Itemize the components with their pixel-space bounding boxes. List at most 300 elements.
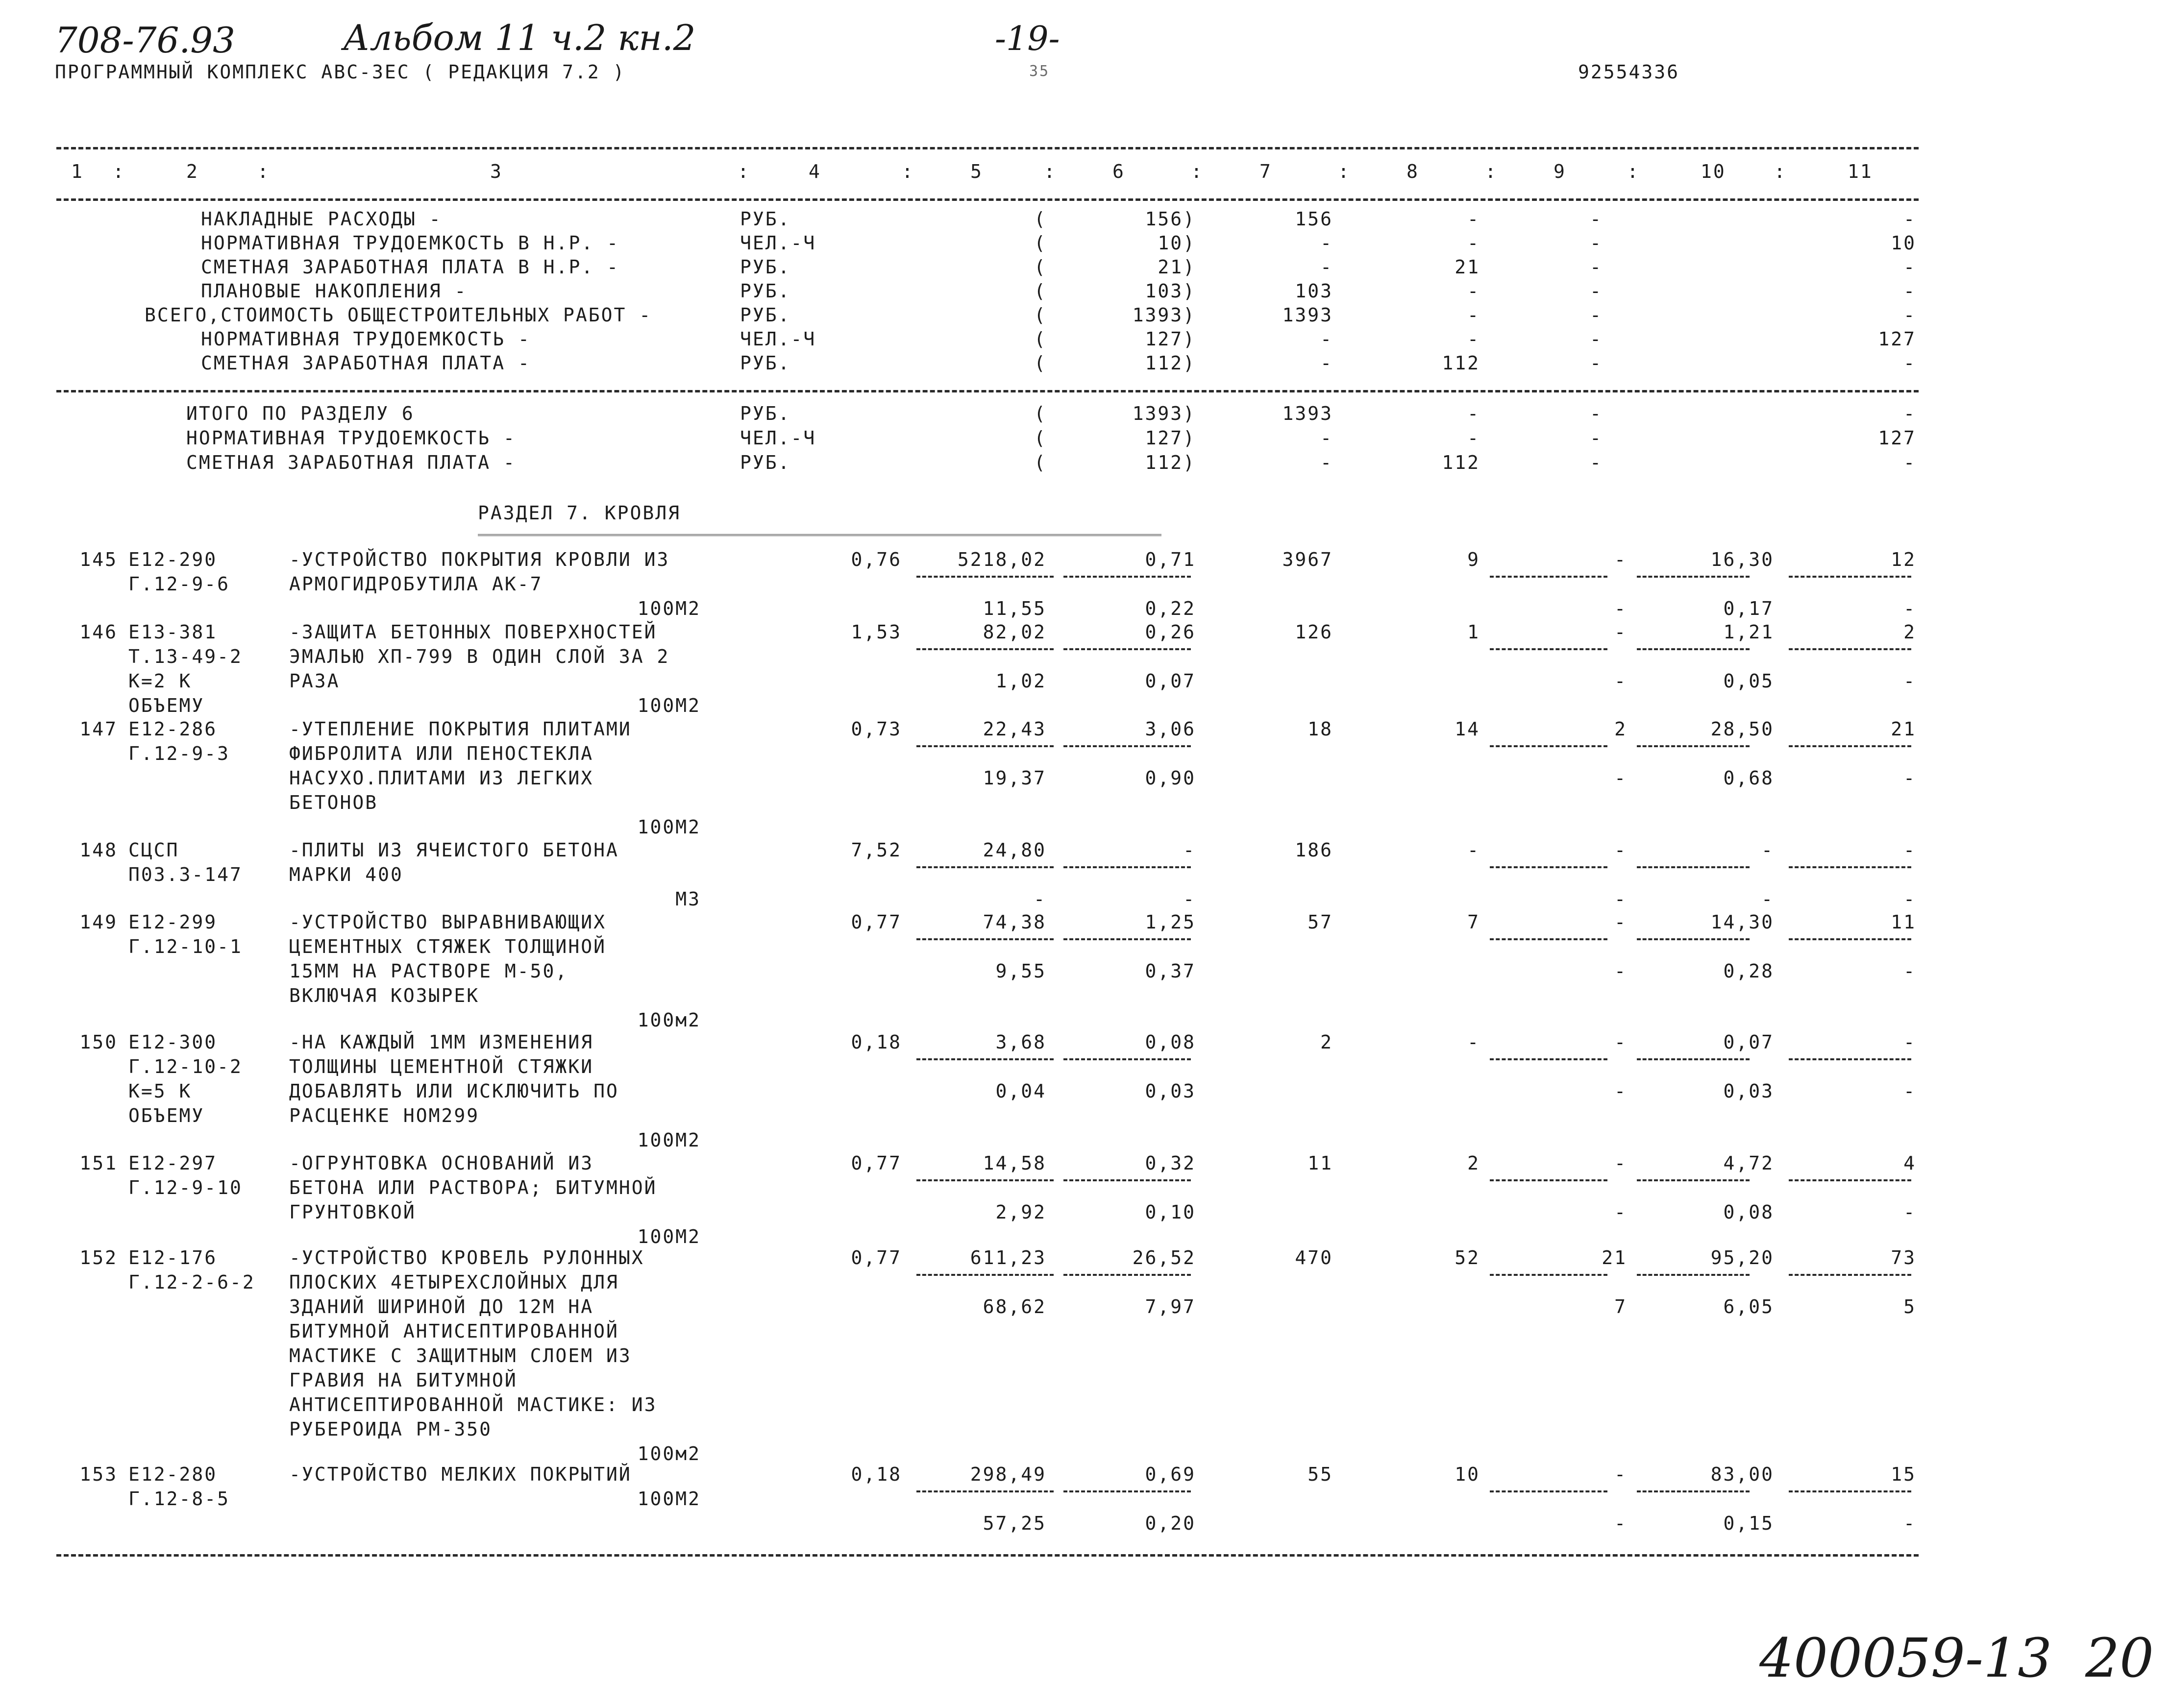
summary-paren-value: 1393)	[1132, 403, 1196, 424]
item-description: МАРКИ 400	[289, 864, 403, 885]
item-col11-top: 4	[1903, 1152, 1916, 1174]
open-paren: (	[1034, 256, 1047, 278]
item-description: 15ММ НА РАСТВОРЕ М-50,	[289, 960, 568, 982]
summary-col11: -	[1903, 256, 1916, 278]
item-description: -ПЛИТЫ ИЗ ЯЧЕИСТОГО БЕТОНА	[289, 839, 619, 861]
summary-col8: -	[1467, 427, 1480, 449]
item-col11-top: 12	[1891, 549, 1916, 570]
cell-divider	[1637, 1179, 1750, 1181]
table-bottom-rule	[56, 1554, 1919, 1557]
item-col9-top: -	[1614, 1152, 1627, 1174]
item-col5-top: 24,80	[983, 839, 1046, 861]
cell-divider	[1490, 745, 1607, 747]
summary-unit: ЧЕЛ.-Ч	[740, 328, 816, 350]
item-col9-top: -	[1614, 839, 1627, 861]
summary-col8: -	[1467, 328, 1480, 350]
summary-col7: -	[1320, 427, 1333, 449]
item-col10-bottom: 0,03	[1723, 1080, 1774, 1102]
item-col7: 126	[1295, 621, 1333, 643]
item-col5-top: 611,23	[970, 1247, 1046, 1269]
item-unit: 100М2	[637, 1488, 701, 1510]
item-col10-top: 4,72	[1723, 1152, 1774, 1174]
item-col11-bottom: -	[1903, 767, 1916, 789]
cell-divider	[1789, 648, 1911, 650]
summary-label: СМЕТНАЯ ЗАРАБОТНАЯ ПЛАТА -	[201, 352, 531, 374]
item-code: Г.12-2-6-2	[128, 1271, 255, 1293]
item-number: 145	[79, 549, 118, 570]
item-description: ВКЛЮЧАЯ КОЗЫРЕК	[289, 985, 480, 1006]
item-col5-top: 3,68	[995, 1031, 1046, 1053]
open-paren: (	[1034, 304, 1047, 326]
item-col7: 470	[1295, 1247, 1333, 1269]
cell-divider	[1637, 1490, 1750, 1492]
item-unit: 100М2	[637, 1226, 701, 1247]
summary-col8: -	[1467, 280, 1480, 302]
summary-col9: -	[1590, 328, 1603, 350]
summary-label: НАКЛАДНЫЕ РАСХОДЫ -	[201, 208, 442, 230]
item-unit: 100М2	[637, 695, 701, 716]
item-col11-top: 2	[1903, 621, 1916, 643]
item-col9-top: 2	[1614, 718, 1627, 740]
col-header-3: 3	[490, 161, 503, 182]
item-col11-bottom: -	[1903, 960, 1916, 982]
item-col11-top: 11	[1891, 911, 1916, 933]
item-col6-top: 1,25	[1145, 911, 1196, 933]
item-col5-top: 298,49	[970, 1464, 1046, 1485]
summary-paren-value: 1393)	[1132, 304, 1196, 326]
item-col11-bottom: -	[1903, 1201, 1916, 1223]
item-col7: 11	[1308, 1152, 1333, 1174]
item-number: 149	[79, 911, 118, 933]
item-col8: 10	[1455, 1464, 1480, 1485]
item-description: ЗДАНИЙ ШИРИНОЙ ДО 12М НА	[289, 1296, 594, 1318]
cell-divider	[1789, 1179, 1911, 1181]
item-description: -УТЕПЛЕНИЕ ПОКРЫТИЯ ПЛИТАМИ	[289, 718, 632, 740]
item-col6-bottom: 7,97	[1145, 1296, 1196, 1318]
item-description: РАСЦЕНКЕ НОМ299	[289, 1105, 480, 1126]
item-code: Г.12-8-5	[128, 1488, 230, 1510]
open-paren: (	[1034, 403, 1047, 424]
document-number: 400059-13	[1759, 1627, 2052, 1689]
open-paren: (	[1034, 352, 1047, 374]
summary-col7: -	[1320, 352, 1333, 374]
summary-col9: -	[1590, 403, 1603, 424]
item-description: АНТИСЕПТИРОВАННОЙ МАСТИКЕ: ИЗ	[289, 1394, 657, 1415]
item-col10-top: 95,20	[1710, 1247, 1774, 1269]
item-description: ДОБАВЛЯТЬ ИЛИ ИСКЛЮЧИТЬ ПО	[289, 1080, 619, 1102]
item-col10-top: 1,21	[1723, 621, 1774, 643]
item-col5-bottom: 1,02	[995, 670, 1046, 692]
summary-col11: -	[1903, 304, 1916, 326]
item-col11-bottom: -	[1903, 670, 1916, 692]
summary-unit: РУБ.	[740, 280, 791, 302]
cell-divider	[1637, 745, 1750, 747]
summary-col11: -	[1903, 280, 1916, 302]
item-unit: 100м2	[637, 1443, 701, 1464]
item-col6-top: 0,69	[1145, 1464, 1196, 1485]
summary-col8: -	[1467, 232, 1480, 254]
item-code: ОБЪЕМУ	[128, 1105, 205, 1126]
summary-unit: РУБ.	[740, 304, 791, 326]
item-col7: 18	[1308, 718, 1333, 740]
item-quantity: 0,77	[851, 911, 902, 933]
summary-unit: РУБ.	[740, 403, 791, 424]
item-col6-bottom: 0,10	[1145, 1201, 1196, 1223]
item-col9-bottom: -	[1614, 1080, 1627, 1102]
summary-col11: 127	[1878, 328, 1916, 350]
summary-col11: 10	[1891, 232, 1916, 254]
summary-unit: РУБ.	[740, 208, 791, 230]
item-col7: 186	[1295, 839, 1333, 861]
item-col9-bottom: -	[1614, 960, 1627, 982]
item-code: Г.12-10-1	[128, 936, 243, 957]
item-col5-top: 74,38	[983, 911, 1046, 933]
col-header-10: 10	[1701, 161, 1726, 182]
item-quantity: 0,18	[851, 1464, 902, 1485]
section-title: РАЗДЕЛ 7. КРОВЛЯ	[478, 502, 681, 524]
summary-col9: -	[1590, 304, 1603, 326]
item-code: Е12-297	[128, 1152, 218, 1174]
item-col6-bottom: 0,90	[1145, 767, 1196, 789]
cell-divider	[1063, 745, 1191, 747]
item-description: -УСТРОЙСТВО КРОВЕЛЬ РУЛОННЫХ	[289, 1247, 644, 1269]
item-col9-top: -	[1614, 1464, 1627, 1485]
item-code: Е12-300	[128, 1031, 218, 1053]
cell-divider	[1490, 1179, 1607, 1181]
item-col8: 52	[1455, 1247, 1480, 1269]
item-col10-top: 16,30	[1710, 549, 1774, 570]
summary-label: ВСЕГО,СТОИМОСТЬ ОБЩЕСТРОИТЕЛЬНЫХ РАБОТ -	[145, 304, 652, 326]
summary-col9: -	[1590, 208, 1603, 230]
item-description: -ОГРУНТОВКА ОСНОВАНИЙ ИЗ	[289, 1152, 594, 1174]
open-paren: (	[1034, 208, 1047, 230]
col-header-11: 11	[1848, 161, 1873, 182]
item-description: ПЛОСКИХ 4ЕТЫРЕХСЛОЙНЫХ ДЛЯ	[289, 1271, 619, 1293]
item-col8: 14	[1455, 718, 1480, 740]
summary-rule	[56, 390, 1919, 392]
cell-divider	[1063, 1490, 1191, 1492]
item-number: 147	[79, 718, 118, 740]
item-col11-top: -	[1903, 1031, 1916, 1053]
cell-divider	[1637, 1274, 1750, 1276]
summary-col11: -	[1903, 452, 1916, 473]
cell-divider	[1063, 1274, 1191, 1276]
summary-col9: -	[1590, 427, 1603, 449]
item-quantity: 0,77	[851, 1152, 902, 1174]
item-col10-bottom: 0,68	[1723, 767, 1774, 789]
summary-col7: 156	[1295, 208, 1333, 230]
col-header-9: 9	[1554, 161, 1566, 182]
item-col6-bottom: 0,07	[1145, 670, 1196, 692]
cell-divider	[916, 745, 1054, 747]
item-description: БИТУМНОЙ АНТИСЕПТИРОВАННОЙ	[289, 1320, 619, 1342]
col-header-1: 1	[71, 161, 84, 182]
item-description: ФИБРОЛИТА ИЛИ ПЕНОСТЕКЛА	[289, 743, 594, 764]
open-paren: (	[1034, 232, 1047, 254]
item-col9-top: -	[1614, 621, 1627, 643]
item-col9-bottom: -	[1614, 598, 1627, 619]
item-number: 152	[79, 1247, 118, 1269]
col-header-4: 4	[809, 161, 821, 182]
item-description: РУБЕРОИДА РМ-350	[289, 1418, 493, 1440]
item-col10-top: 83,00	[1710, 1464, 1774, 1485]
stamp-number: 92554336	[1578, 61, 1680, 83]
page-number: -19-	[995, 20, 1060, 58]
item-quantity: 0,18	[851, 1031, 902, 1053]
open-paren: (	[1034, 452, 1047, 473]
cell-divider	[916, 1490, 1054, 1492]
cell-divider	[1490, 866, 1607, 868]
summary-col9: -	[1590, 452, 1603, 473]
summary-label: ПЛАНОВЫЕ НАКОПЛЕНИЯ -	[201, 280, 468, 302]
item-col5-bottom: 57,25	[983, 1513, 1046, 1534]
item-col7: 3967	[1282, 549, 1333, 570]
summary-paren-value: 127)	[1145, 328, 1196, 350]
item-description: БЕТОНА ИЛИ РАСТВОРА; БИТУМНОЙ	[289, 1177, 657, 1198]
summary-col7: 1393	[1282, 403, 1333, 424]
cell-divider	[1063, 1179, 1191, 1181]
item-code: П03.3-147	[128, 864, 243, 885]
item-code: К=5 К	[128, 1080, 192, 1102]
item-col6-bottom: 0,22	[1145, 598, 1196, 619]
cell-divider	[916, 866, 1054, 868]
item-col11-bottom: -	[1903, 1080, 1916, 1102]
item-col5-bottom: 9,55	[995, 960, 1046, 982]
item-code: К=2 К	[128, 670, 192, 692]
item-col10-top: 28,50	[1710, 718, 1774, 740]
cell-divider	[1490, 1490, 1607, 1492]
summary-unit: РУБ.	[740, 256, 791, 278]
cell-divider	[1490, 938, 1607, 940]
item-col9-top: -	[1614, 549, 1627, 570]
summary-paren-value: 127)	[1145, 427, 1196, 449]
item-col8: -	[1467, 1031, 1480, 1053]
item-col7: 57	[1308, 911, 1333, 933]
summary-col8: -	[1467, 403, 1480, 424]
column-header-row: 1 : 2 : 3 : 4 : 5 : 6 : 7 : 8 : 9 : 10 : 11	[71, 161, 1873, 182]
cell-divider	[1063, 1058, 1191, 1060]
item-col8: 2	[1467, 1152, 1480, 1174]
item-col10-bottom: 0,28	[1723, 960, 1774, 982]
col-header-2: 2	[186, 161, 199, 182]
item-col11-bottom: -	[1903, 598, 1916, 619]
cell-divider	[1789, 866, 1911, 868]
item-col10-bottom: -	[1761, 888, 1774, 910]
summary-col9: -	[1590, 280, 1603, 302]
item-col9-bottom: -	[1614, 1513, 1627, 1534]
summary-col7: 103	[1295, 280, 1333, 302]
cell-divider	[1063, 938, 1191, 940]
header-bottom-rule	[56, 198, 1919, 201]
item-unit: 100М2	[637, 816, 701, 838]
cell-divider	[1063, 866, 1191, 868]
item-code: Т.13-49-2	[128, 646, 243, 667]
item-description: -УСТРОЙСТВО ПОКРЫТИЯ КРОВЛИ ИЗ	[289, 549, 670, 570]
item-col9-bottom: 7	[1614, 1296, 1627, 1318]
item-description: ТОЛЩИНЫ ЦЕМЕНТНОЙ СТЯЖКИ	[289, 1056, 594, 1077]
summary-col11: -	[1903, 208, 1916, 230]
item-col9-bottom: -	[1614, 1201, 1627, 1223]
item-col9-top: -	[1614, 911, 1627, 933]
item-col5-bottom: 68,62	[983, 1296, 1046, 1318]
summary-paren-value: 156)	[1145, 208, 1196, 230]
summary-col7: -	[1320, 256, 1333, 278]
item-code: Г.12-9-6	[128, 573, 230, 595]
item-code: ОБЪЕМУ	[128, 695, 205, 716]
open-paren: (	[1034, 328, 1047, 350]
item-description: ГРУНТОВКОЙ	[289, 1201, 416, 1223]
item-col10-top: -	[1761, 839, 1774, 861]
item-unit: М3	[675, 888, 701, 910]
cell-divider	[1063, 576, 1191, 578]
cell-divider	[916, 1274, 1054, 1276]
item-col9-top: -	[1614, 1031, 1627, 1053]
item-col9-bottom: -	[1614, 767, 1627, 789]
cell-divider	[1490, 576, 1607, 578]
item-quantity: 0,77	[851, 1247, 902, 1269]
item-col10-bottom: 6,05	[1723, 1296, 1774, 1318]
item-col10-bottom: 0,08	[1723, 1201, 1774, 1223]
item-description: ЦЕМЕНТНЫХ СТЯЖЕК ТОЛЩИНОЙ	[289, 936, 606, 957]
cell-divider	[1637, 648, 1750, 650]
item-col8: 7	[1467, 911, 1480, 933]
header-top-rule	[56, 147, 1919, 149]
item-col6-top: 0,32	[1145, 1152, 1196, 1174]
item-col6-bottom: 0,20	[1145, 1513, 1196, 1534]
summary-unit: ЧЕЛ.-Ч	[740, 427, 816, 449]
summary-col8: -	[1467, 208, 1480, 230]
item-col6-top: 0,08	[1145, 1031, 1196, 1053]
item-description: АРМОГИДРОБУТИЛА АК-7	[289, 573, 543, 595]
album-label: Альбом 11 ч.2 кн.2	[343, 17, 696, 58]
col-header-5: 5	[970, 161, 983, 182]
summary-col9: -	[1590, 232, 1603, 254]
cell-divider	[1789, 745, 1911, 747]
item-quantity: 0,76	[851, 549, 902, 570]
item-col6-top: -	[1183, 839, 1196, 861]
cell-divider	[1789, 938, 1911, 940]
cell-divider	[916, 938, 1054, 940]
item-number: 150	[79, 1031, 118, 1053]
summary-label: ИТОГО ПО РАЗДЕЛУ 6	[186, 403, 415, 424]
item-col11-bottom: -	[1903, 888, 1916, 910]
item-col10-bottom: 0,17	[1723, 598, 1774, 619]
summary-col8: 112	[1442, 452, 1480, 473]
item-number: 153	[79, 1464, 118, 1485]
item-description: ЭМАЛЬЮ ХП-799 В ОДИН СЛОЙ ЗА 2	[289, 646, 670, 667]
item-code: Е12-286	[128, 718, 218, 740]
item-col8: 1	[1467, 621, 1480, 643]
summary-label: НОРМАТИВНАЯ ТРУДОЕМКОСТЬ В Н.Р. -	[201, 232, 619, 254]
item-col6-top: 0,26	[1145, 621, 1196, 643]
item-code: Е13-381	[128, 621, 218, 643]
item-col10-top: 0,07	[1723, 1031, 1774, 1053]
cell-divider	[1637, 938, 1750, 940]
faint-number: 35	[1029, 63, 1050, 80]
item-col5-top: 5218,02	[957, 549, 1046, 570]
summary-label: СМЕТНАЯ ЗАРАБОТНАЯ ПЛАТА В Н.Р. -	[201, 256, 619, 278]
item-col5-top: 14,58	[983, 1152, 1046, 1174]
cell-divider	[1490, 1058, 1607, 1060]
item-col6-bottom: 0,37	[1145, 960, 1196, 982]
summary-paren-value: 10)	[1158, 232, 1196, 254]
summary-unit: ЧЕЛ.-Ч	[740, 232, 816, 254]
item-col7: 55	[1308, 1464, 1333, 1485]
summary-col9: -	[1590, 352, 1603, 374]
item-col5-top: 82,02	[983, 621, 1046, 643]
item-description: МАСТИКЕ С ЗАЩИТНЫМ СЛОЕМ ИЗ	[289, 1345, 632, 1366]
item-col6-top: 0,71	[1145, 549, 1196, 570]
open-paren: (	[1034, 280, 1047, 302]
item-quantity: 7,52	[851, 839, 902, 861]
item-col5-bottom: 2,92	[995, 1201, 1046, 1223]
item-col7: 2	[1320, 1031, 1333, 1053]
summary-paren-value: 103)	[1145, 280, 1196, 302]
item-description: БЕТОНОВ	[289, 792, 378, 813]
summary-col7: -	[1320, 232, 1333, 254]
item-code: Е12-176	[128, 1247, 218, 1269]
cell-divider	[1637, 1058, 1750, 1060]
cell-divider	[1637, 866, 1750, 868]
summary-col11: -	[1903, 352, 1916, 374]
summary-unit: РУБ.	[740, 452, 791, 473]
cell-divider	[1789, 1058, 1911, 1060]
summary-col7: -	[1320, 328, 1333, 350]
item-description: ГРАВИЯ НА БИТУМНОЙ	[289, 1369, 518, 1391]
item-col6-top: 26,52	[1132, 1247, 1196, 1269]
item-col10-top: 14,30	[1710, 911, 1774, 933]
summary-col7: -	[1320, 452, 1333, 473]
item-unit: 100м2	[637, 1009, 701, 1031]
summary-label: НОРМАТИВНАЯ ТРУДОЕМКОСТЬ -	[201, 328, 531, 350]
item-quantity: 1,53	[851, 621, 902, 643]
col-header-7: 7	[1259, 161, 1272, 182]
col-header-8: 8	[1406, 161, 1419, 182]
summary-label: СМЕТНАЯ ЗАРАБОТНАЯ ПЛАТА -	[186, 452, 516, 473]
summary-label: НОРМАТИВНАЯ ТРУДОЕМКОСТЬ -	[186, 427, 516, 449]
project-code: 708-76.93	[55, 20, 235, 61]
summary-paren-value: 21)	[1158, 256, 1196, 278]
item-description: НАСУХО.ПЛИТАМИ ИЗ ЛЕГКИХ	[289, 767, 594, 789]
item-col11-bottom: 5	[1903, 1296, 1916, 1318]
summary-paren-value: 112)	[1145, 452, 1196, 473]
item-col6-bottom: -	[1183, 888, 1196, 910]
item-col6-top: 3,06	[1145, 718, 1196, 740]
item-col5-bottom: 11,55	[983, 598, 1046, 619]
item-col6-bottom: 0,03	[1145, 1080, 1196, 1102]
summary-col11: 127	[1878, 427, 1916, 449]
cell-divider	[916, 1058, 1054, 1060]
item-number: 148	[79, 839, 118, 861]
item-code: Г.12-9-10	[128, 1177, 243, 1198]
cell-divider	[916, 576, 1054, 578]
cell-divider	[1789, 1490, 1911, 1492]
item-code: Е12-280	[128, 1464, 218, 1485]
cell-divider	[916, 1179, 1054, 1181]
item-col10-bottom: 0,15	[1723, 1513, 1774, 1534]
item-col11-top: -	[1903, 839, 1916, 861]
item-col8: -	[1467, 839, 1480, 861]
item-col5-bottom: 19,37	[983, 767, 1046, 789]
item-code: Г.12-10-2	[128, 1056, 243, 1077]
item-code: Г.12-9-3	[128, 743, 230, 764]
summary-col8: 112	[1442, 352, 1480, 374]
cell-divider	[1789, 1274, 1911, 1276]
summary-col9: -	[1590, 256, 1603, 278]
cell-divider	[916, 648, 1054, 650]
item-unit: 100М2	[637, 598, 701, 619]
item-description: -УСТРОЙСТВО ВЫРАВНИВАЮЩИХ	[289, 911, 606, 933]
